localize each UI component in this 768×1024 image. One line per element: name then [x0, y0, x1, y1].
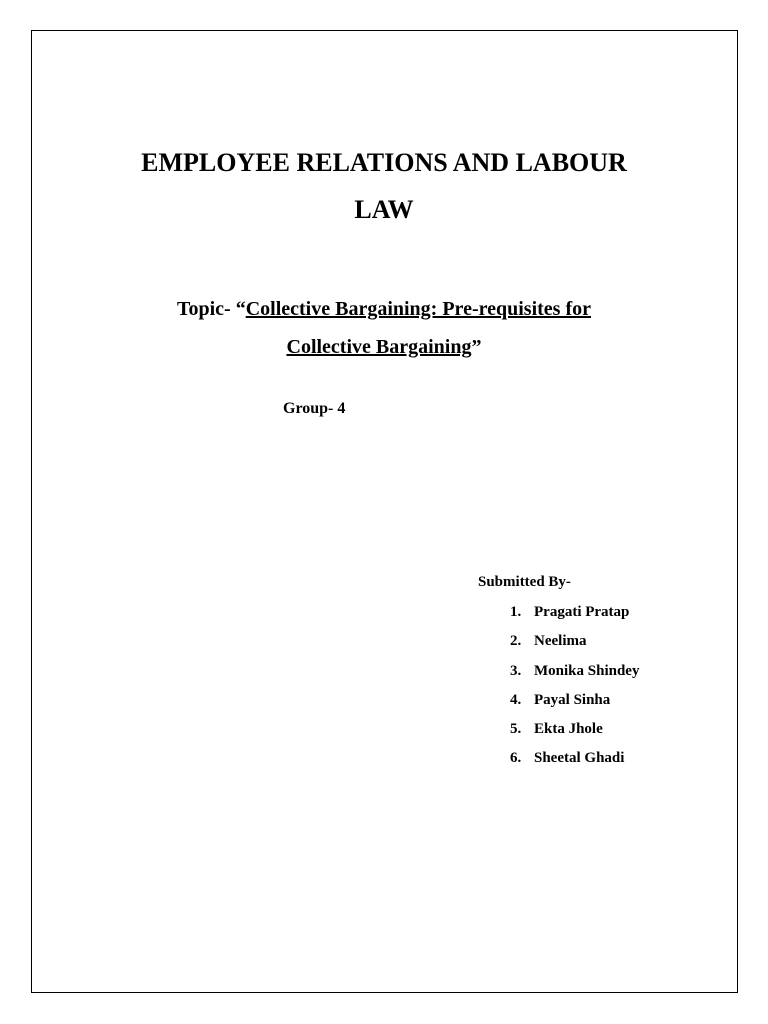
list-item	[510, 691, 639, 720]
topic-suffix: ”	[471, 336, 482, 358]
member-name: Pragati Pratap	[534, 604, 630, 620]
member-number: 4.	[510, 691, 522, 708]
member-name: Monika Shindey	[534, 662, 640, 679]
topic-line-2	[0, 336, 768, 359]
group-label: Group- 4	[283, 400, 346, 417]
member-number: 3.	[510, 662, 522, 679]
member-number: 1.	[510, 604, 522, 620]
document-title-line-1: EMPLOYEE RELATIONS AND LABOUR	[141, 148, 627, 177]
member-name: Ekta Jhole	[534, 721, 603, 738]
topic-text-line-2: Collective Bargaining	[286, 336, 472, 358]
list-item	[510, 720, 639, 749]
member-name: Sheetal Ghadi	[534, 750, 625, 767]
member-number: 5.	[510, 721, 522, 738]
list-item	[510, 749, 639, 778]
topic-line-1	[0, 298, 768, 321]
topic-text-line-1: Collective Bargaining: Pre-requisites for	[245, 298, 592, 320]
list-item	[510, 603, 639, 632]
member-name: Payal Sinha	[534, 691, 611, 708]
list-item	[510, 662, 639, 691]
topic-prefix: Topic- “	[176, 298, 246, 320]
member-list	[510, 603, 639, 779]
member-number: 2.	[510, 633, 522, 650]
member-number: 6.	[510, 750, 522, 767]
submitted-by-heading: Submitted By-	[478, 574, 571, 590]
member-name: Neelima	[534, 633, 587, 650]
document-title-line-2: LAW	[354, 195, 414, 224]
list-item	[510, 632, 639, 661]
